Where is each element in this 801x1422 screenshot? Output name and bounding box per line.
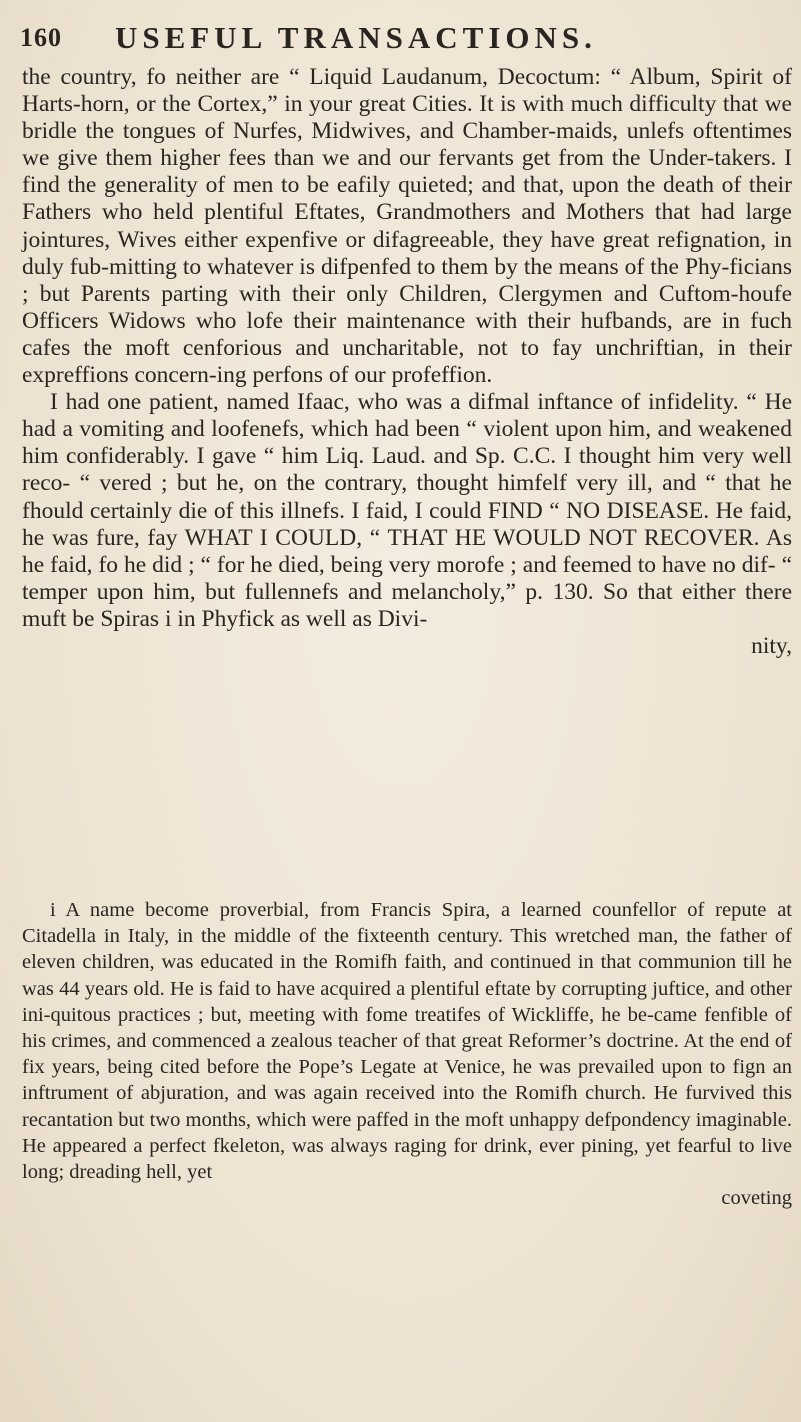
catchword: nity,: [751, 632, 792, 659]
footnote-catchword: coveting: [721, 1187, 792, 1210]
running-head: USEFUL TRANSACTIONS.: [115, 20, 597, 55]
paragraph: the country, fo neither are “ Liquid Laudanum, Decoctum: “ Album, Spirit of Harts-horn, or the Cortex,” in your great Cities. It is with much difficulty that we bridle the tongues of Nurfes, Midwives, and Chamber-maids, unlefs oftentimes we give them higher fees than we and our fervants get from the Under-takers. I find the generality of men to be eafily quieted; and that, upon the death of their Fathers who held plentiful Eftates, Grandmothers and Mothers that had large jointures, Wives either expenfive or difagreeable, they have great refignation, in duly fub-mitting to whatever is difpenfed to them by the means of the Phy-ficians ; but Parents parting with their only Children, Clergymen and Cuftom-houfe Officers Widows who lofe their maintenance with their hufbands, are in fuch cafes the moft cenforious and uncharitable, not to fay unchriftian, in their expreffions concern-ing perfons of our profeffion.: [22, 64, 792, 389]
paragraph: I had one patient, named Ifaac, who was a difmal inftance of infidelity. “ He had a vomiting and loofenefs, which had been “ violent upon him, and weakened him confiderably. I gave “ him Liq. Laud. and Sp. C.C. I thought him very well reco- “ vered ; but he, on the contrary, thought himfelf very ill, and “ that he fhould certainly die of this illnefs. I faid, I could FIND “ NO DISEASE. He faid, he was fure, fay WHAT I COULD, “ THAT HE WOULD NOT RECOVER. As he faid, fo he did ; “ for he died, being very morofe ; and feemed to have no dif- “ temper upon him, but fullennefs and melancholy,” p. 130. So that either there muft be Spiras i in Phyfick as well as Divi-: [22, 389, 792, 632]
footnote: [22, 897, 792, 1211]
footnote-text: i A name become proverbial, from Francis Spira, a learned counfellor of repute at Citadella in Italy, in the middle of the fixteenth century. This wretched man, the father of eleven children, was educated in the Romifh faith, and continued in that communion till he was 44 years old. He is faid to have acquired a plentiful eftate by corrupting juftice, and other ini-quitous practices ; but, meeting with fome treatifes of Wickliffe, he be-came fenfible of his crimes, and commenced a zealous teacher of that great Reformer’s doctrine. At the end of fix years, being cited before the Pope’s Legate at Venice, he was prevailed upon to fign an inftrument of abjuration, and was again received into the Romifh church. He furvived this recantation but two months, which were paffed in the moft unhappy defpondency imaginable. He appeared a perfect fkeleton, was always raging for drink, ever pining, yet fearful to live long; dreading hell, yet: [22, 899, 792, 1184]
page-header: [20, 20, 800, 60]
main-text: [22, 64, 792, 660]
page-number: 160: [20, 23, 62, 52]
